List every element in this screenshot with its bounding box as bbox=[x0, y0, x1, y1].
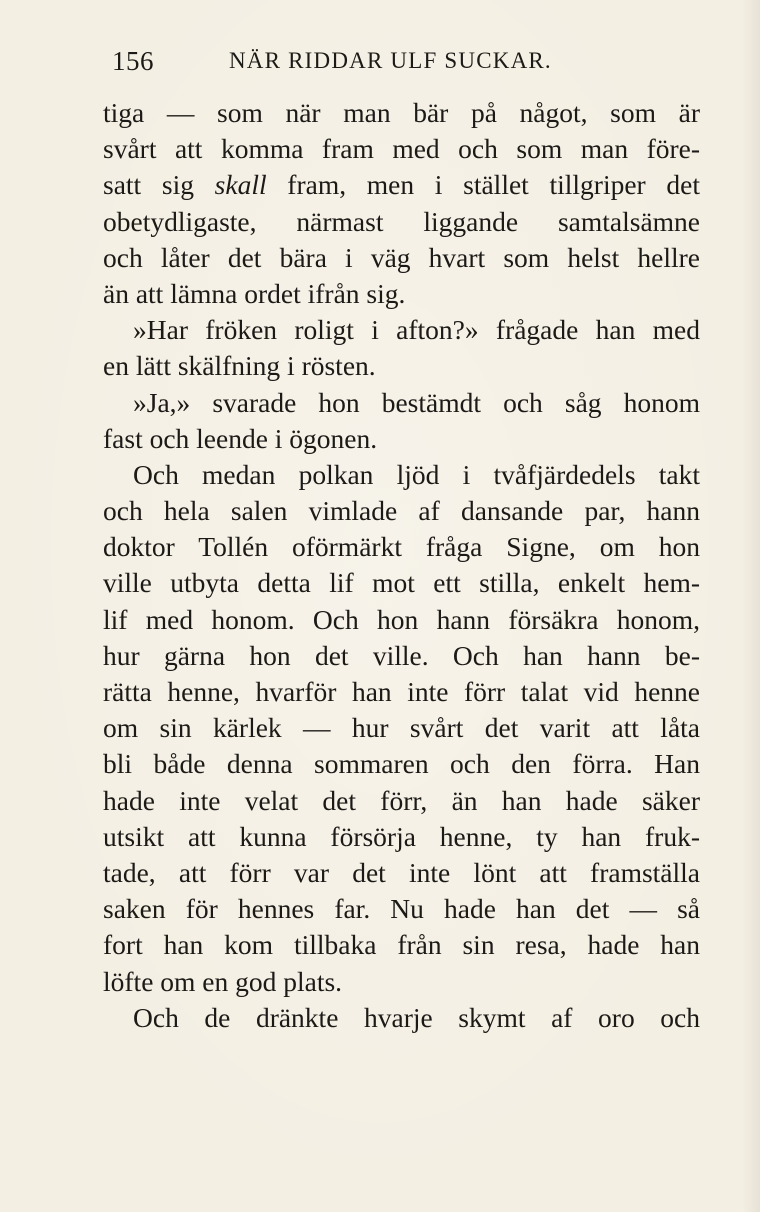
text-line: tiga — som när man bär på något, som är bbox=[103, 97, 700, 128]
text-line: »Har fröken roligt i afton?» frågade han med bbox=[133, 314, 700, 346]
text-line: saken för hennes far. Nu hade han det — så bbox=[103, 893, 700, 925]
text-segment: satt sig bbox=[103, 169, 215, 201]
page-number: 156 bbox=[112, 46, 154, 76]
text-line: bli både denna sommaren och den förra. Han bbox=[103, 748, 700, 780]
text-line: om sin kärlek — hur svårt det varit att låta bbox=[103, 712, 700, 744]
page-header bbox=[102, 46, 702, 86]
text-line: ville utbyta detta lif mot ett stilla, enkelt hem- bbox=[103, 567, 700, 599]
text-line: svårt att komma fram med och som man före- bbox=[103, 133, 700, 165]
text-line: tade, att förr var det inte lönt att framställa bbox=[103, 856, 700, 888]
text-line: och hela salen vimlade af dansande par, hann bbox=[103, 495, 700, 527]
text-line: en lätt skälfning i rösten. bbox=[103, 350, 376, 382]
text-line: rätta henne, hvarför han inte förr talat vid henne bbox=[103, 676, 700, 707]
text-line: fast och leende i ögonen. bbox=[103, 422, 378, 454]
page-edge-shadow bbox=[742, 0, 760, 1212]
text-line: utsikt att kunna försörja henne, ty han fruk- bbox=[103, 820, 700, 852]
text-line: löfte om en god plats. bbox=[103, 965, 343, 997]
text-line: hade inte velat det förr, än han hade säker bbox=[103, 784, 700, 816]
text-line: lif med honom. Och hon hann försäkra honom, bbox=[103, 603, 700, 635]
italic-word: skall bbox=[214, 169, 267, 201]
text-line: obetydligaste, närmast liggande samtalsämne bbox=[103, 205, 700, 237]
text-line: »Ja,» svarade hon bestämdt och såg honom bbox=[133, 386, 700, 418]
text-line: och låter det bära i väg hvart som helst hellre bbox=[103, 241, 700, 273]
running-title: NÄR RIDDAR ULF SUCKAR. bbox=[229, 48, 552, 73]
text-line: doktor Tollén oförmärkt fråga Signe, om hon bbox=[103, 531, 700, 563]
text-line: än att lämna ordet ifrån sig. bbox=[103, 277, 406, 309]
text-line bbox=[103, 167, 700, 203]
body-text bbox=[103, 95, 700, 1036]
text-line: Och de dränkte hvarje skymt af oro och bbox=[133, 1001, 700, 1033]
text-segment: fram, men i stället tillgriper det bbox=[266, 169, 700, 201]
text-line: Och medan polkan ljöd i tvåfjärdedels takt bbox=[133, 458, 700, 490]
text-line: fort han kom tillbaka från sin resa, hade han bbox=[103, 929, 700, 961]
text-line: hur gärna hon det ville. Och han hann be- bbox=[103, 639, 700, 671]
